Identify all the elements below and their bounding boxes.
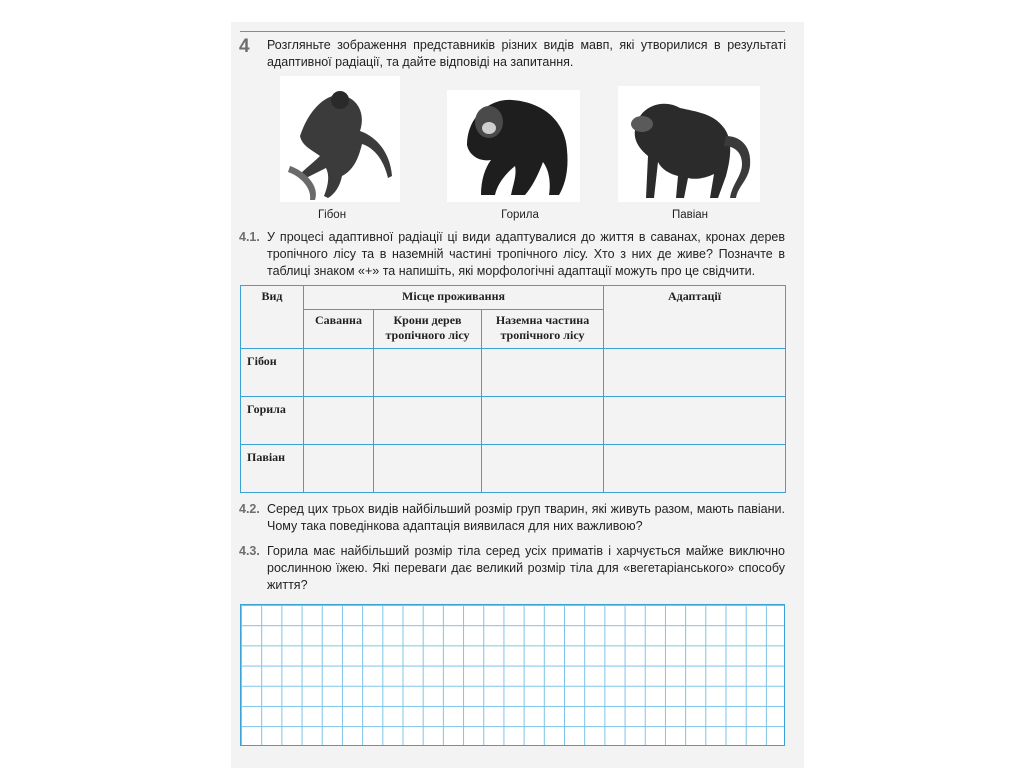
savanna-cell[interactable] [304,349,374,397]
image-caption: Гібон [317,209,347,221]
table-row [241,445,786,493]
gorilla-illustration-icon [447,90,580,202]
header-savanna: Саванна [304,310,374,349]
header-crowns: Крони дерев тропічного лісу [374,310,482,349]
adaptations-cell[interactable] [604,397,786,445]
task-number: 4 [239,36,250,57]
top-divider [240,31,785,32]
savanna-cell[interactable] [304,397,374,445]
question-number: 4.3. [239,544,260,558]
image-caption: Павіан [671,209,709,221]
habitat-table [240,285,786,493]
baboon-illustration-icon [618,86,760,202]
crowns-cell[interactable] [374,445,482,493]
ground-cell[interactable] [482,397,604,445]
question-text: Серед цих трьох видів найбільший розмір груп тварин, які живуть разом, мають павіани. Чому така поведінкова адаптація виявилася для них важливою? [267,502,785,533]
savanna-cell[interactable] [304,445,374,493]
species-cell: Горила [241,397,304,445]
header-habitat: Місце проживання [304,286,604,310]
crowns-cell[interactable] [374,397,482,445]
answer-grid[interactable] [240,604,785,746]
species-cell: Гібон [241,349,304,397]
ground-cell[interactable] [482,445,604,493]
crowns-cell[interactable] [374,349,482,397]
ground-cell[interactable] [482,349,604,397]
header-species: Вид [241,286,304,349]
adaptations-cell[interactable] [604,349,786,397]
header-ground: Наземна частина тропічного лісу [482,310,604,349]
species-cell: Павіан [241,445,304,493]
question-text: У процесі адаптивної радіації ці види адаптувалися до життя в саванах, кронах дерев тропічного лісу та в наземній частині тропічного лісу. Хто з них де живе? Позначте в таблиці знаком «+» та напишіть, які морфологічні адаптації можуть про це свідчити. [267,230,785,278]
question-number: 4.2. [239,502,260,516]
table-row [241,397,786,445]
question-number: 4.1. [239,230,260,244]
question-text: Горила має найбільший розмір тіла серед усіх приматів і харчується майже виключно рослинною їжею. Які переваги дає великий розмір тіла для «вегетаріанського» способу життя? [267,544,785,592]
image-caption: Горила [501,209,539,221]
table-row [241,349,786,397]
adaptations-cell[interactable] [604,445,786,493]
task-instruction: Розгляньте зображення представників різних видів мавп, які утворилися в результаті адаптивної радіації, та дайте відповіді на запитання. [267,38,786,69]
gibbon-illustration-icon [280,76,400,202]
header-adaptations: Адаптації [604,286,786,349]
